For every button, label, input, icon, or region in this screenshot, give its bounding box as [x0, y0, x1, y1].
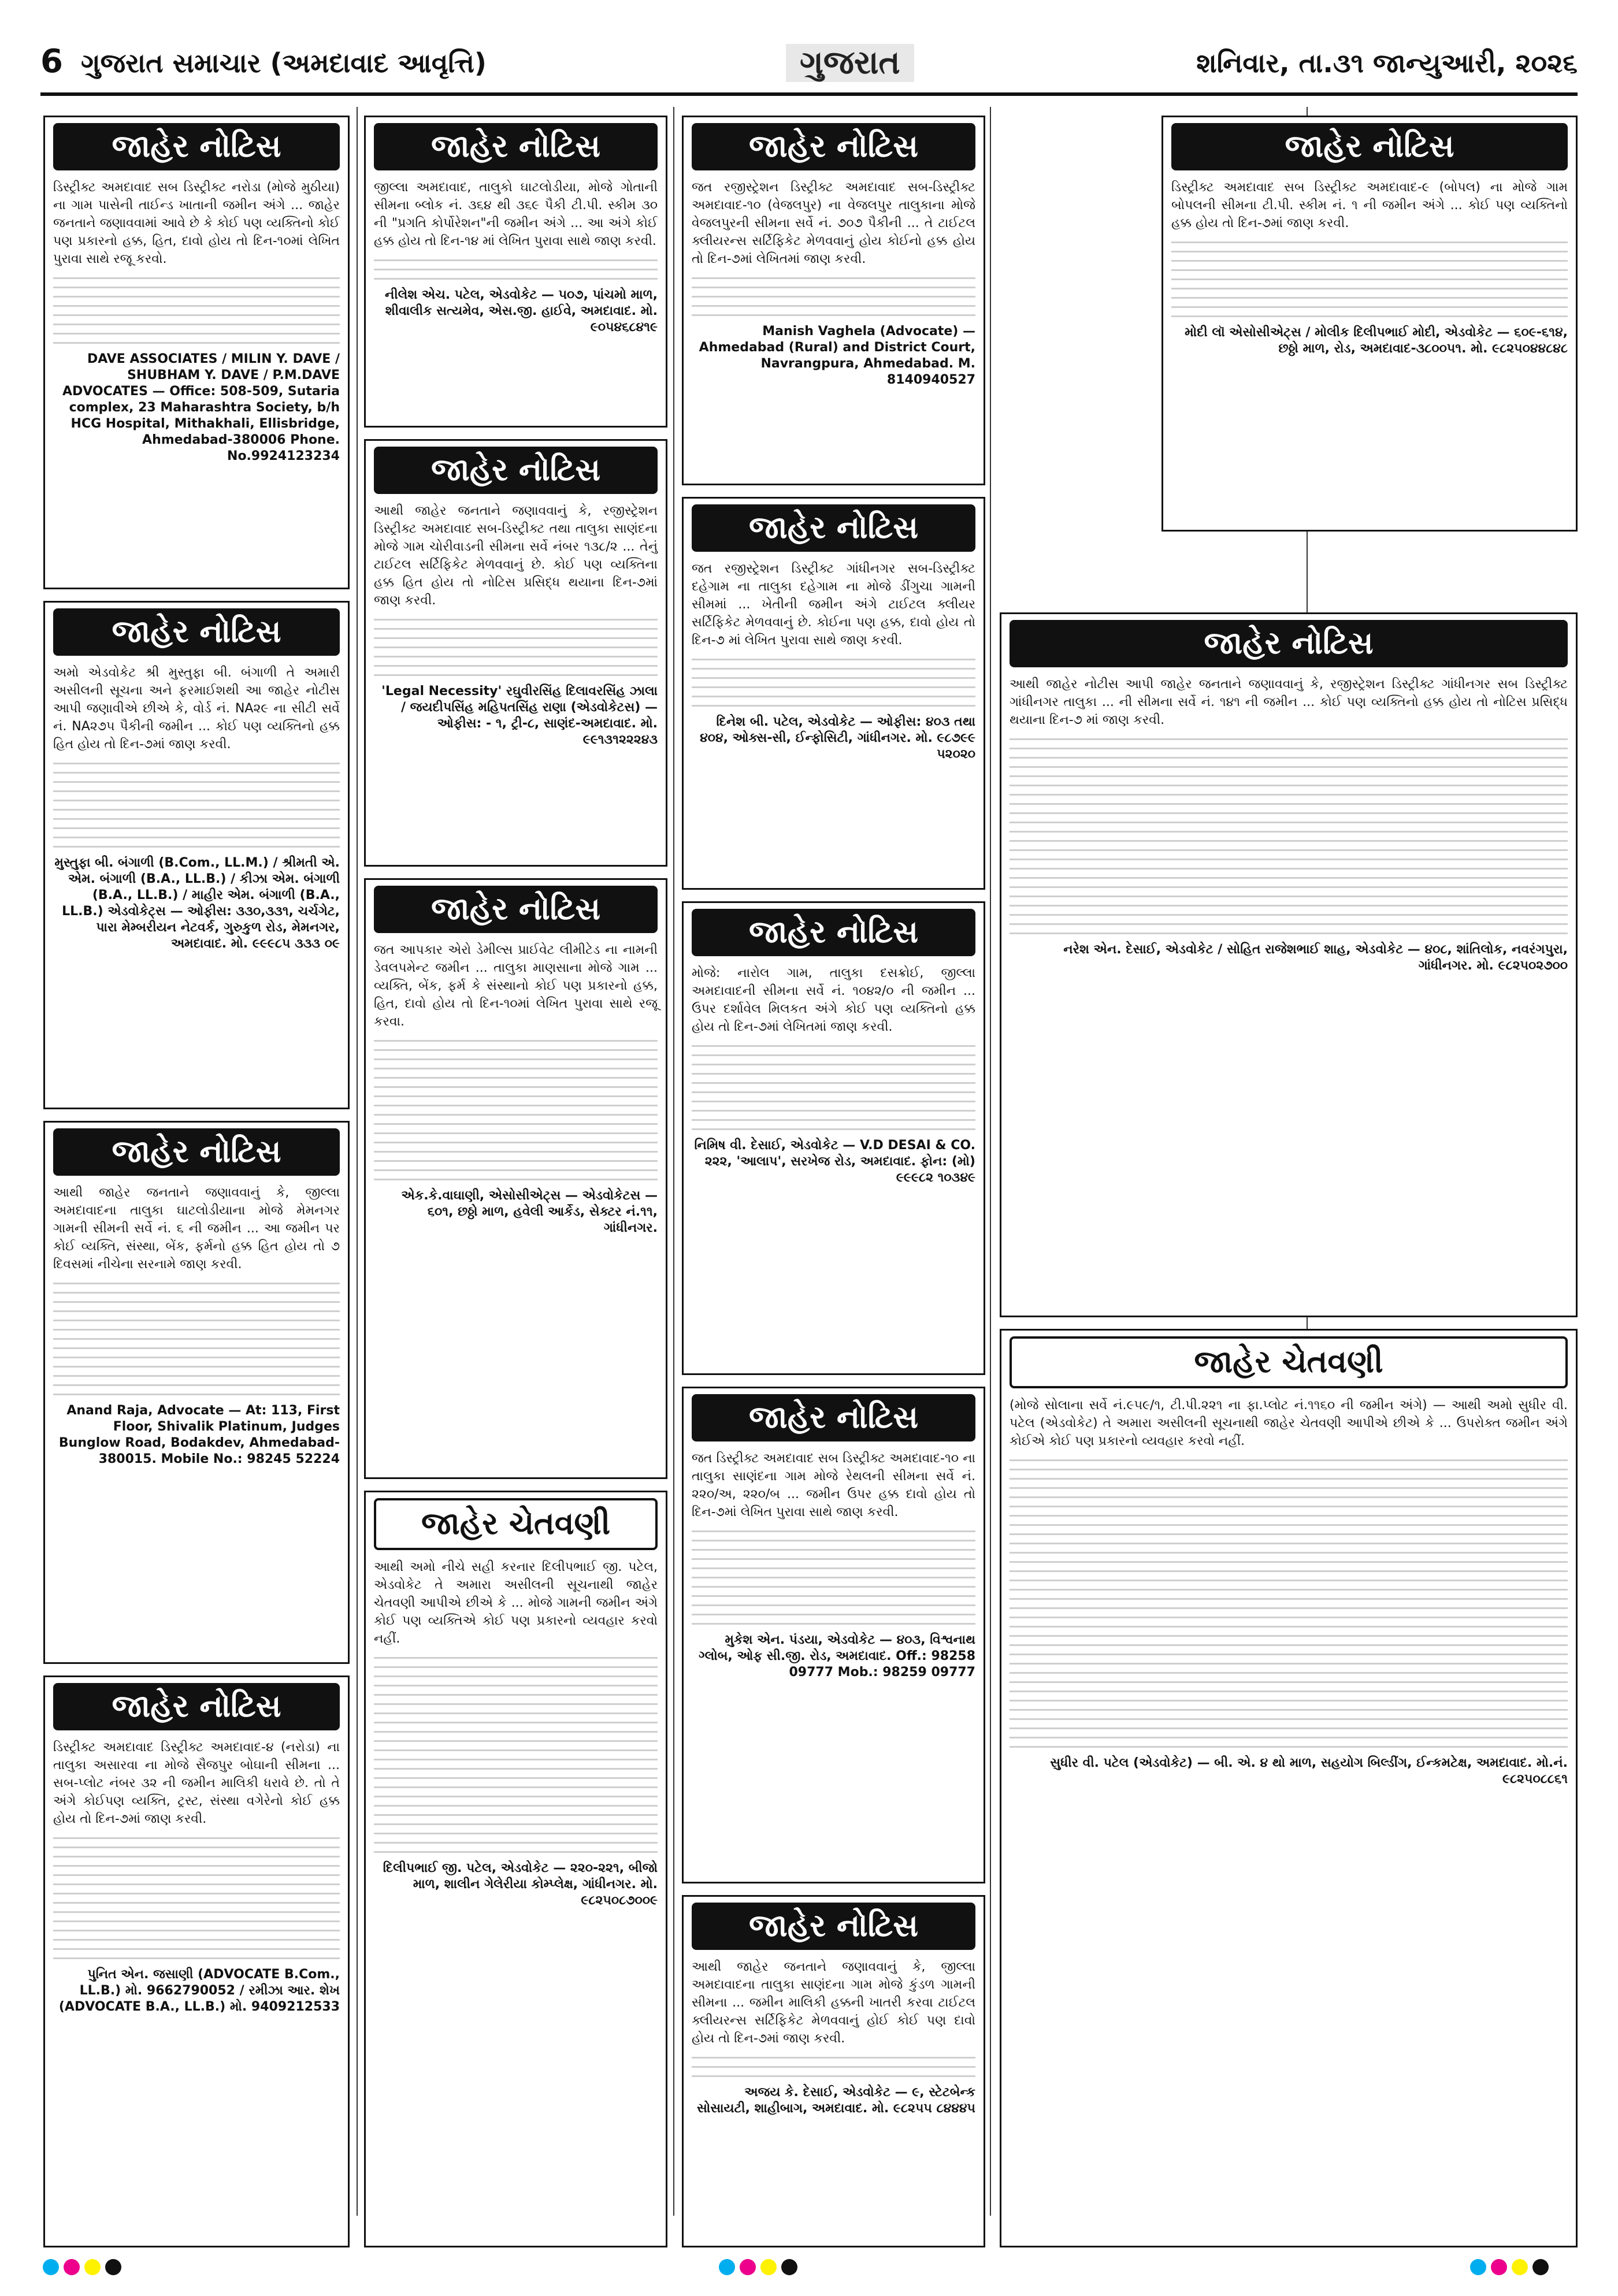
notice-title: જાહેર ચેતવણી	[1010, 1336, 1568, 1388]
notice-body: આથી જાહેર જનતાને જણાવવાનું કે, જીલ્લા અમદાવાદના તાલુકા ઘાટલોડીયાના મોજે મેમનગર ગામની સીમની સર્વે નં. ૬ ની જમીન ... આ જમીન પર કોઈ વ્યક્તિ, સંસ્થા, બેંક, ફર્મનો હક્ક હિત હોય તો ૭ દિવસમાં નીચેના સરનામે જાણ કરવી.	[53, 1186, 340, 1272]
notice-title: જાહેર નોટિસ	[53, 1683, 340, 1730]
notice-title: જાહેર ચેતવણી	[374, 1498, 658, 1550]
registration-marks	[717, 2259, 800, 2282]
registration-marks	[1468, 2259, 1551, 2282]
notice-signer: સુધીર વી. પટેલ (એડવોકેટ) — બી. એ. ૪ થો માળ, સહયોગ બિલ્ડીંગ, ઈન્કમટેક્ષ, અમદાવાદ. મો.નં. ૯૮૨૫૦૮૮૬૧	[1050, 1756, 1568, 1786]
notice-block	[364, 439, 667, 867]
notice-signer: મોદી લૉ એસોસીએટ્સ / મોલીક દિલીપભાઈ મોદી, એડવોકેટ — ૬૦૯-૬૧૪, છઠ્ઠો માળ, રોડ, અમદાવાદ-૩૮૦૦૫૧. મો. ૯૮૨૫૦૪૪૮૪૮	[1185, 325, 1568, 356]
notice-body: ડિસ્ટ્રીક્ટ અમદાવાદ સબ ડિસ્ટ્રીક્ટ નરોડા (મોજે મુઠીયા) ના ગામ પાસેની તાઈન્ડ ખાતાની જમીન અંગે ... જાહેર જનતાને જણાવવામાં આવે છે કે કોઈ પણ વ્યક્તિનો કોઈ પણ પ્રકારનો હક્ક, હિત, દાવો હોય તો દિન-૧૦માં લેખિત પુરાવા સાથે રજૂ કરવો.	[53, 180, 340, 266]
notice-block	[682, 116, 985, 485]
notice-block	[43, 1675, 350, 2247]
notice-block	[1000, 612, 1578, 1317]
notice-block	[43, 1121, 350, 1664]
notice-title: જાહેર નોટિસ	[692, 123, 975, 170]
notice-signer: Manish Vaghela (Advocate) — Ahmedabad (Rural) and District Court, Navrangpura, Ahmedabad. M. 8140940527	[699, 324, 975, 387]
notice-body: જત રજીસ્ટ્રેશન ડિસ્ટ્રીક્ટ ગાંધીનગર સબ-ડિસ્ટ્રીક્ટ દહેગામ ના તાલુકા દહેગામ ના મોજે ડીંગુચા ગામની સીમમાં ... ખેતીની જમીન અંગે ટાઈટલ ક્લીયર સર્ટિફિકેટ મેળવવાનું છે. કોઈના પણ હક્ક, દાવો હોય તો દિન-૭ માં લેખિત પુરાવા સાથે જાણ કરવી.	[692, 562, 975, 648]
notice-body: જીલ્લા અમદાવાદ, તાલુકો ઘાટલોડીયા, મોજે ગોતાની સીમના બ્લોક નં. ૩૬૪ થી ૩૬૯ પૈકી ટી.પી. સ્કીમ ૩૦ ની "પ્રગતિ કોર્પોરેશન"ની જમીન અંગે ... આ અંગે કોઈ હક્ક હોય તો દિન-૧૪ માં લેખિત પુરાવા સાથે જાણ કરવી.	[374, 180, 658, 248]
issue-date: શનિવાર, તા.૩૧ જાન્યુઆરી, ૨૦૨૬	[1196, 47, 1578, 79]
notice-block	[1000, 1329, 1578, 2247]
column-rule	[990, 107, 991, 2216]
notice-block	[1161, 116, 1578, 532]
notice-title: જાહેર નોટિસ	[374, 886, 658, 933]
notice-signer: નરેશ એન. દેસાઈ, એડવોકેટ / સોહિત રાજેશભાઈ શાહ, એડવોકેટ — ૪૦૮, શાંતિલોક, નવરંગપુરા, ગાંધીનગર. મો. ૯૮૨૫૦૨૭૦૦	[1063, 942, 1568, 973]
notice-signer: મુકેશ એન. પંડયા, એડવોકેટ — ૪૦૩, વિશ્વનાથ ગ્લોબ, ઓફ સી.જી. રોડ, અમદાવાદ. Off.: 98258 09777 Mob.: 98259 09777	[699, 1633, 975, 1680]
notice-block	[682, 1895, 985, 2247]
notice-block	[682, 497, 985, 890]
notice-body: આથી અમો નીચે સહી કરનાર દિલીપભાઈ જી. પટેલ, એડવોકેટ તે અમારા અસીલની સૂચનાથી જાહેર ચેતવણી આપીએ છીએ કે ... મોજે ગામની જમીન અંગે કોઈ પણ વ્યક્તિએ કોઈ પણ પ્રકારનો વ્યવહાર કરવો નહીં.	[374, 1560, 658, 1646]
notice-body: જત આપકાર એરો ડેમીલ્સ પ્રાઈવેટ લીમીટેડ ના નામની ડેવલપમેન્ટ જમીન ... તાલુકા માણસાના મોજે ગામ ... વ્યક્તિ, બેંક, ફર્મ કે સંસ્થાનો કોઈ પણ પ્રકારનો હક્ક, હિત, દાવો હોય તો દિન-૧૦માં લેખિત પુરાવા સાથે રજૂ કરવા.	[374, 943, 658, 1029]
notice-body: આથી જાહેર જનતાને જણાવવાનું કે, રજીસ્ટ્રેશન ડિસ્ટ્રીક્ટ અમદાવાદ સબ-ડિસ્ટ્રીક્ટ તથા તાલુકા સાણંદના મોજે ગામ ચોરીવાડની સીમના સર્વે નંબર ૧૩૮/૨ ... તેનું ટાઈટલ સર્ટિફિકેટ મેળવવાનું છે. કોઈ પણ વ્યક્તિના હક્ક હિત હોય તો નોટિસ પ્રસિદ્ધ થયાના દિન-૭માં જાણ કરવી.	[374, 504, 658, 608]
notice-signer: Anand Raja, Advocate — At: 113, First Floor, Shivalik Platinum, Judges Bunglow Road, Bodakdev, Ahmedabad-380015. Mobile No.: 98245 52224	[58, 1403, 340, 1466]
column-rule	[357, 107, 358, 2216]
notice-signer: દિનેશ બી. પટેલ, એડવોકેટ — ઓફીસ: ૪૦૩ તથા ૪૦૪, ઓક્સ-સી, ઈન્ફોસિટી, ગાંધીનગર. મો. ૯૮૭૯૯ ૫૨૦૨૦	[700, 715, 975, 761]
column-rule	[673, 107, 674, 2216]
newspaper-name: ગુજરાત સમાચાર (અમદાવાદ આવૃત્તિ)	[81, 47, 487, 79]
notice-block	[364, 878, 667, 1479]
masthead	[40, 35, 1578, 96]
section-title: ગુજરાત	[786, 44, 914, 82]
notice-block	[364, 1491, 667, 2247]
notice-signer: નિમિષ વી. દેસાઈ, એડવોકેટ — V.D DESAI & CO. ૨૨૨, 'આલાપ', સરખેજ રોડ, અમદાવાદ. ફોન: (મો) ૯૯૯૮૨ ૧૦૩૪૯	[694, 1138, 975, 1185]
notice-block	[682, 1387, 985, 1883]
notice-signer: મુસ્તુફા બી. બંગાળી (B.Com., LL.M.) / શ્રીમતી એ. એમ. બંગાળી (B.A., LL.B.) / કીઝા એમ. બંગાળી (B.A., LL.B.) / માહીર એમ. બંગાળી (B.A., LL.B.) એડવોકેટ્સ — ઓફીસ: ૩૩૦,૩૩૧, ચર્ચગેટ, પારા મેમ્બરીયન નેટવર્ક, ગુરુકુળ રોડ, મેમનગર, અમદાવાદ. મો. ૯૯૯૮૫ ૩૩૩ ૦૯	[54, 856, 340, 951]
notice-title: જાહેર નોટિસ	[692, 1394, 975, 1441]
notice-title: જાહેર નોટિસ	[692, 909, 975, 956]
notice-title: જાહેર નોટિસ	[53, 1128, 340, 1176]
notice-title: જાહેર નોટિસ	[1010, 620, 1568, 667]
notice-body: (મોજે સોલાના સર્વે નં.૯૫૯/૧, ટી.પી.૨૨૧ ના ફા.પ્લોટ નં.૧૧૬૦ ની જમીન અંગે) — આથી અમો સુધીર વી. પટેલ (એડવોકેટ) તે અમારા અસીલની સૂચનાથી જાહેર ચેતવણી આપીએ છીએ કે ... ઉપરોક્ત જમીન અંગે કોઈએ કોઈ પણ પ્રકારનો વ્યવહાર કરવો નહીં.	[1010, 1398, 1568, 1448]
notice-signer: નીલેશ એચ. પટેલ, એડવોકેટ — ૫૦૭, પાંચમો માળ, શીવાલીક સત્યમેવ, એસ.જી. હાઈવે, અમદાવાદ. મો. ૯૦૫૪૬૮૪૧૯	[384, 288, 658, 335]
notice-title: જાહેર નોટિસ	[53, 608, 340, 656]
notice-body: ડિસ્ટ્રીક્ટ અમદાવાદ ડિસ્ટ્રીક્ટ અમદાવાદ-૪ (નરોડા) ના તાલુકા અસારવા ના મોજે સૈજપુર બોઘાની સીમના ... સબ-પ્લોટ નંબર ૩૨ ની જમીન માલિકી ધરાવે છે. તો તે અંગે કોઈપણ વ્યક્તિ, ટ્રસ્ટ, સંસ્થા વગેરેનો કોઈ હક્ક હોય તો દિન-૭માં જાણ કરવી.	[53, 1740, 340, 1826]
notice-signer: અજય કે. દેસાઈ, એડવોકેટ — ૯, સ્ટેટબેન્ક સોસાયટી, શાહીબાગ, અમદાવાદ. મો. ૯૮૨૫૫ ૮૪૪૪૫	[696, 2085, 975, 2116]
notice-title: જાહેર નોટિસ	[374, 123, 658, 170]
notice-block	[43, 601, 350, 1109]
notice-title: જાહેર નોટિસ	[1171, 123, 1568, 170]
notice-body: જત ડિસ્ટ્રીક્ટ અમદાવાદ સબ ડિસ્ટ્રીક્ટ અમદાવાદ-૧૦ ના તાલુકા સાણંદના ગામ મોજે રેથલની સીમના સર્વે નં. ૨૨૦/અ, ૨૨૦/બ ... જમીન ઉપર હક્ક દાવો હોય તો દિન-૭માં લેખિત પુરાવા સાથે જાણ કરવી.	[692, 1451, 975, 1519]
notice-body: જત રજીસ્ટ્રેશન ડિસ્ટ્રીક્ટ અમદાવાદ સબ-ડિસ્ટ્રીક્ટ અમદાવાદ-૧૦ (વેજલપુર) ના વેજલપુર તાલુકાના મોજે વેજલપુરની સીમના સર્વે નં. ૭૦૭ પૈકીની ... તે ટાઈટલ ક્લીયરન્સ સર્ટિફિકેટ મેળવવાનું હોય કોઈનો હક્ક હોય તો દિન-૭માં લેખિતમાં જાણ કરવી.	[692, 180, 975, 266]
notice-body: આથી જાહેર નોટીસ આપી જાહેર જનતાને જણાવવાનું કે, રજીસ્ટ્રેશન ડિસ્ટ્રીક્ટ ગાંધીનગર સબ ડિસ્ટ્રીક્ટ ગાંધીનગર તાલુકા ... ની સીમના સર્વે નં. ૧૪૧ ની જમીન ... કોઈ પણ વ્યક્તિનો હક્ક હોય તો નોટિસ પ્રસિદ્ધ થયાના દિન-૭ માં જાણ કરવી.	[1010, 677, 1568, 727]
notice-signer: દિલીપભાઈ જી. પટેલ, એડવોકેટ — ૨૨૦-૨૨૧, બીજો માળ, શાલીન ગેલેરીયા કોમ્પ્લેક્ષ, ગાંધીનગર. મો. ૯૮૨૫૦૮૭૦૦૯	[383, 1861, 658, 1908]
notice-body: મોજે: નારોલ ગામ, તાલુકા દસક્રોઈ, જીલ્લા અમદાવાદની સીમના સર્વે નં. ૧૦૪૨/૦ ની જમીન ... ઉપર દર્શાવેલ મિલકત અંગે કોઈ પણ વ્યક્તિનો હક્ક હોય તો દિન-૭માં લેખિતમાં જાણ કરવી.	[692, 966, 975, 1034]
notice-body: ડિસ્ટ્રીક્ટ અમદાવાદ સબ ડિસ્ટ્રીક્ટ અમદાવાદ-૯ (બોપલ) ના મોજે ગામ બોપલની સીમના ટી.પી. સ્કીમ નં. ૧ ની જમીન અંગે ... કોઈ પણ વ્યક્તિનો હક્ક હોય તો દિન-૭માં જાણ કરવી.	[1171, 180, 1568, 231]
notice-block	[364, 116, 667, 428]
notice-title: જાહેર નોટિસ	[374, 447, 658, 494]
notice-block	[682, 901, 985, 1375]
notice-title: જાહેર નોટિસ	[692, 504, 975, 552]
notice-signer: એક.કે.વાઘાણી, એસોસીએટ્સ — એડવોકેટસ — ૬૦૧, છઠ્ઠો માળ, હવેલી આર્કેડ, સેક્ટર નં.૧૧, ગાંધીનગર.	[401, 1188, 658, 1235]
notice-signer: DAVE ASSOCIATES / MILIN Y. DAVE / SHUBHAM Y. DAVE / P.M.DAVE ADVOCATES — Office: 508-509, Sutaria complex, 23 Maharashtra Society, b/h HCG Hospital, Mithakhali, Ellisbridge, Ahmedabad-380006 Phone. No.9924123234	[62, 352, 340, 463]
notice-block	[43, 116, 350, 589]
notice-title: જાહેર નોટિસ	[53, 123, 340, 170]
notice-signer: પુનિત એન. જસાણી (ADVOCATE B.Com., LL.B.) મો. 9662790052 / રમીઝા આર. શેખ (ADVOCATE B.A., LL.B.) મો. 9409212533	[58, 1967, 340, 2014]
notice-title: જાહેર નોટિસ	[692, 1903, 975, 1950]
notice-body: અમો એડવોકેટ શ્રી મુસ્તુફા બી. બંગાળી તે અમારી અસીલની સૂચના અને ફરમાઈશથી આ જાહેર નોટીસ આપી જણાવીએ છીએ કે, વોર્ડ નં. NA૨૯ ના સીટી સર્વે નં. NA૨૭૫ પૈકીની જમીન ... કોઈ પણ વ્યક્તિનો હક્ક હિત હોય તો દિન-૭માં જાણ કરવી.	[53, 666, 340, 752]
notice-signer: 'Legal Necessity' રઘુવીરસિંહ દિલાવરસિંહ ઝાલા / જયદીપસિંહ મહિપતસિંહ રાણા (એડવોકેટસ) — ઓફીસ: - ૧, ટ્રી-૮, સાણંદ-અમદાવાદ. મો. ૯૯૧૩૧૨૨૨૪૩	[381, 684, 658, 747]
page-number: 6	[40, 43, 63, 80]
notice-body: આથી જાહેર જનતાને જણાવવાનું કે, જીલ્લા અમદાવાદના તાલુકા સાણંદના ગામ મોજે કુંડળ ગામની સીમના ... જમીન માલિકી હક્કની ખાતરી કરવા ટાઈટલ ક્લીયરન્સ સર્ટિફિકેટ મેળવવાનું હોઈ કોઈ પણ દાવો હોય તો દિન-૭માં જાણ કરવી.	[692, 1960, 975, 2046]
registration-marks	[40, 2259, 124, 2282]
